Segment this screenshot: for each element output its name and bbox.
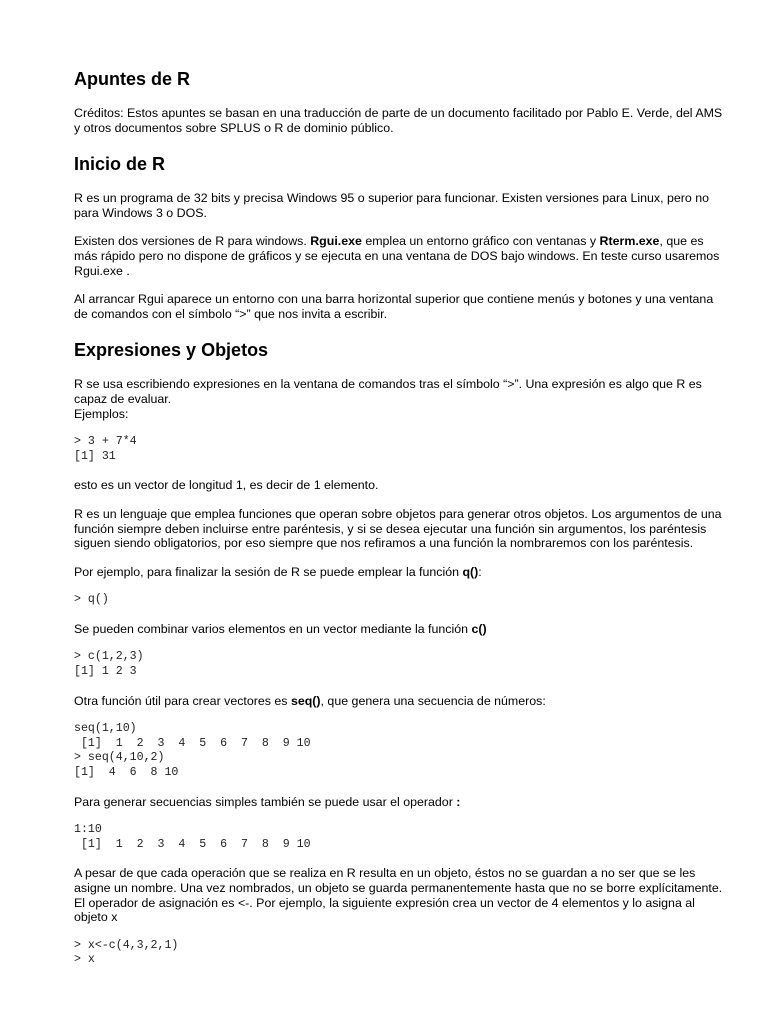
credits-paragraph: Créditos: Estos apuntes se basan en una traducción de parte de un documento facilitado por Pablo E. Verde, del AMS y otros documentos sobre SPLUS o R de dominio público.: [74, 106, 723, 135]
paragraph-colon: [74, 795, 724, 810]
document-title: Apuntes de R: [74, 69, 191, 89]
text-run: Se pueden combinar varios elementos en un vector mediante la función: [74, 621, 472, 636]
paragraph-rgui: Al arrancar Rgui aparece un entorno con una barra horizontal superior que contiene menús y botones y una ventana de comandos con el símbolo “>” que nos invita a escribir.: [74, 292, 714, 321]
paragraph-vector: esto es un vector de longitud 1, es decir de 1 elemento.: [74, 478, 379, 493]
code-block-c: > c(1,2,3) [1] 1 2 3: [74, 650, 144, 679]
paragraph-assignment: A pesar de que cada operación que se realiza en R resulta en un objeto, éstos no se guardan a no ser que se les asigne un nombre. Una vez nombrados, un objeto se guarda permanentemente hasta que no se borre explícitamente. El operador de asignación es <-. Por ejemplo, la siguiente expresión crea un vector de 4 elementos y lo asigna al objeto x: [74, 866, 723, 925]
text-run: Existen dos versiones de R para windows.: [74, 234, 311, 249]
code-block-assign: > x<-c(4,3,2,1) > x: [74, 938, 179, 967]
colon-bold: :: [456, 794, 461, 809]
paragraph-intro: R es un programa de 32 bits y precisa Windows 95 o superior para funcionar. Existen versiones para Linux, pero no para Windows 3 o DOS.: [74, 191, 710, 220]
text-run: :: [478, 564, 482, 579]
code-block-seq: seq(1,10) [1] 1 2 3 4 5 6 7 8 9 10 > seq(4,10,2) [1] 4 6 8 10: [74, 722, 311, 780]
text-run: , que es más rápido pero no dispone de gráficos y se ejecuta en una ventana de DOS bajo windows. En teste curso usaremos Rgui.exe .: [74, 234, 720, 278]
seq-bold: seq(): [290, 693, 321, 708]
c-bold: c(): [471, 621, 487, 636]
paragraph-versions: [74, 234, 724, 278]
rterm-bold: Rterm.exe: [599, 234, 660, 249]
paragraph-functions: R es un lenguaje que emplea funciones que operan sobre objetos para generar otros objetos. Los argumentos de una función siempre deben incluirse entre paréntesis, y si se desea ejecutar una función sin argumentos, los paréntesis siguen siendo obligatorios, por eso siempre que nos refiramos a una función la nombraremos con los paréntesis.: [74, 506, 722, 551]
document-content: [74, 68, 724, 982]
rgui-bold: Rgui.exe: [310, 234, 362, 249]
paragraph-combine: [74, 622, 724, 637]
paragraph-expressions: [74, 377, 724, 421]
text-run: Por ejemplo, para finalizar la sesión de R se puede emplear la función: [74, 564, 463, 579]
text-run: R se usa escribiendo expresiones en la ventana de comandos tras el símbolo “>”. Una expresión es algo que R es capaz de evaluar.: [74, 377, 702, 406]
paragraph-seq: [74, 694, 724, 709]
code-block-colon: 1:10 [1] 1 2 3 4 5 6 7 8 9 10: [74, 823, 311, 851]
section-heading-expresiones: Expresiones y Objetos: [74, 340, 269, 361]
section-heading-inicio: Inicio de R: [74, 154, 166, 175]
paragraph-quit: [74, 565, 724, 580]
text-run: Ejemplos:: [74, 406, 129, 421]
code-block-quit: > q(): [74, 593, 109, 607]
code-block-arith: > 3 + 7*4 [1] 31: [74, 435, 137, 463]
text-run: Otra función útil para crear vectores es: [74, 693, 291, 708]
text-run: , que genera una secuencia de números:: [320, 693, 546, 708]
text-run: emplea un entorno gráfico con ventanas y: [361, 234, 600, 249]
text-run: Para generar secuencias simples también se puede usar el operador: [74, 794, 457, 809]
q-bold: q(): [462, 564, 479, 579]
